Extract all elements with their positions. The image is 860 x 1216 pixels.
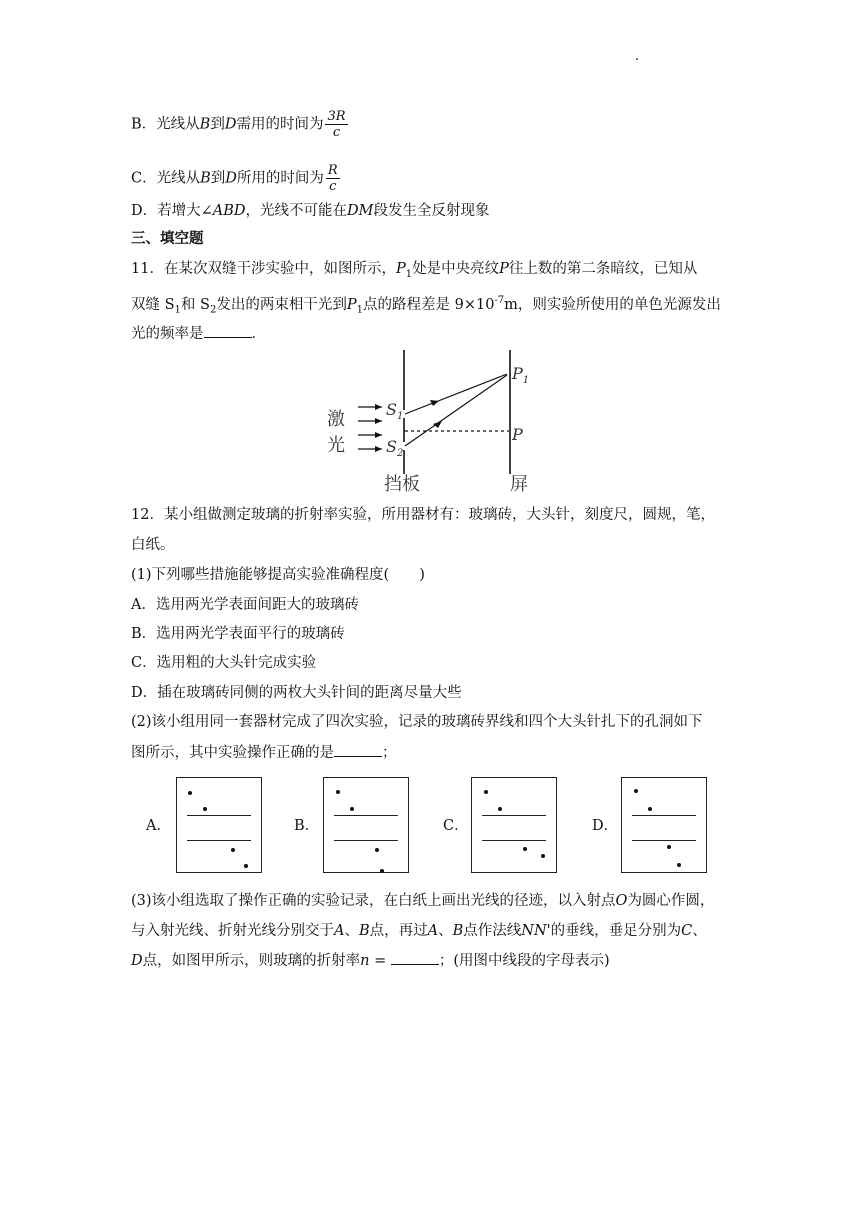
q11-line-2: 双缝 $S_1$和 $S_2$发出的两束相干光到$P_1$点的路程差是 $9\times 10^{-7}m$，则实验所使用的单色光源发出 <box>131 295 721 316</box>
pin-hole <box>541 854 545 858</box>
boundary-line <box>482 815 546 816</box>
q12-option-b: B．选用两光学表面平行的玻璃砖 <box>131 626 345 642</box>
box-label-c: C． <box>443 818 469 834</box>
boundary-line <box>187 840 251 841</box>
s2-label: $S_2$ <box>386 437 404 459</box>
q12-part2-line-2: 图所示，其中实验操作正确的是 ； <box>131 742 397 763</box>
q12-line-1: 12．某小组做测定玻璃的折射率实验，所用器材有：玻璃砖，大头针，刻度尺，圆规，笔， <box>131 507 715 523</box>
q11-line-3: 光的频率是 ． <box>131 323 266 344</box>
option-d: D．若增大∠ABD，光线不可能在DM段发生全反射现象 <box>131 203 490 219</box>
option-c: C．光线从B到D所用的时间为 $\frac{R}{c}$ <box>131 163 338 194</box>
option-b: B．光线从B到D需用的时间为 $\frac{3R}{c}$ <box>131 109 346 140</box>
corner-mark <box>636 58 638 60</box>
p1-label: $P_1$ <box>512 364 530 386</box>
laser-label-2: 光 <box>327 435 345 456</box>
pin-hole <box>203 807 207 811</box>
pin-hole <box>667 845 671 849</box>
pin-hole <box>634 789 638 793</box>
boundary-line <box>334 815 398 816</box>
pin-record-box-a[interactable] <box>176 777 262 873</box>
baffle-label: 挡板 <box>384 474 420 495</box>
screen-label: 屏 <box>510 474 528 495</box>
s1-label: $S_1$ <box>386 400 404 422</box>
boundary-line <box>334 840 398 841</box>
p-label: P <box>512 425 523 444</box>
q11-line-1: 11．在某次双缝干涉实验中，如图所示，$P_1$处是中央亮纹P往上数的第二条暗纹，已知从 <box>131 261 698 280</box>
pin-hole <box>244 864 248 868</box>
box-label-d: D． <box>592 818 619 834</box>
q12-option-a: A．选用两光学表面间距大的玻璃砖 <box>131 597 359 613</box>
boundary-line <box>187 815 251 816</box>
fraction-r-over-c: $\frac{R}{c}$ <box>327 163 338 194</box>
pin-hole <box>188 791 192 795</box>
box-label-b: B． <box>294 818 320 834</box>
pin-record-box-d[interactable] <box>621 777 707 873</box>
pin-hole <box>677 863 681 867</box>
pin-hole <box>336 790 340 794</box>
q12-part3-line-1: (3)该小组选取了操作正确的实验记录，在白纸上画出光线的径迹，以入射点O为圆心作圆， <box>131 893 715 909</box>
box-label-a: A． <box>146 818 171 834</box>
pin-hole <box>231 848 235 852</box>
pin-record-box-b[interactable] <box>323 777 409 873</box>
fraction-3r-over-c: $\frac{3R}{c}$ <box>327 109 346 140</box>
q12-option-d: D．插在玻璃砖同侧的两枚大头针间的距离尽量大些 <box>131 685 462 701</box>
ray-arrowhead <box>433 421 442 428</box>
laser-label-1: 激 <box>327 409 345 430</box>
pin-hole <box>375 848 379 852</box>
boundary-line <box>632 840 696 841</box>
answer-blank-q12-2[interactable] <box>334 742 382 757</box>
pin-hole <box>380 869 384 873</box>
q12-part3-line-3: D点，如图甲所示，则玻璃的折射率n = ；(用图中线段的字母表示) <box>131 950 610 971</box>
ray-s2-p1 <box>405 375 507 446</box>
answer-blank-q11[interactable] <box>204 323 252 338</box>
pin-hole <box>350 807 354 811</box>
section-heading: 三、填空题 <box>131 230 204 247</box>
q12-part2-line-1: (2)该小组用同一套器材完成了四次实验，记录的玻璃砖界线和四个大头针扎下的孔洞如下 <box>131 714 703 730</box>
pin-hole <box>498 807 502 811</box>
q12-part1: (1)下列哪些措施能够提高实验准确程度( ) <box>131 567 425 583</box>
pin-record-box-c[interactable] <box>471 777 557 873</box>
ray-arrowhead <box>430 400 439 406</box>
boundary-line <box>482 840 546 841</box>
answer-blank-q12-3[interactable] <box>391 950 439 965</box>
q12-line-2: 白纸。 <box>131 537 175 553</box>
pin-hole <box>523 847 527 851</box>
double-slit-figure <box>320 348 540 496</box>
pin-hole <box>484 790 488 794</box>
q12-option-c: C．选用粗的大头针完成实验 <box>131 655 317 671</box>
pin-hole <box>648 807 652 811</box>
boundary-line <box>632 815 696 816</box>
ray-s1-p1 <box>405 374 507 414</box>
q12-part3-line-2: 与入射光线、折射光线分别交于A、B点，再过A、B点作法线NN'的垂线，垂足分别为C、 <box>131 923 707 939</box>
